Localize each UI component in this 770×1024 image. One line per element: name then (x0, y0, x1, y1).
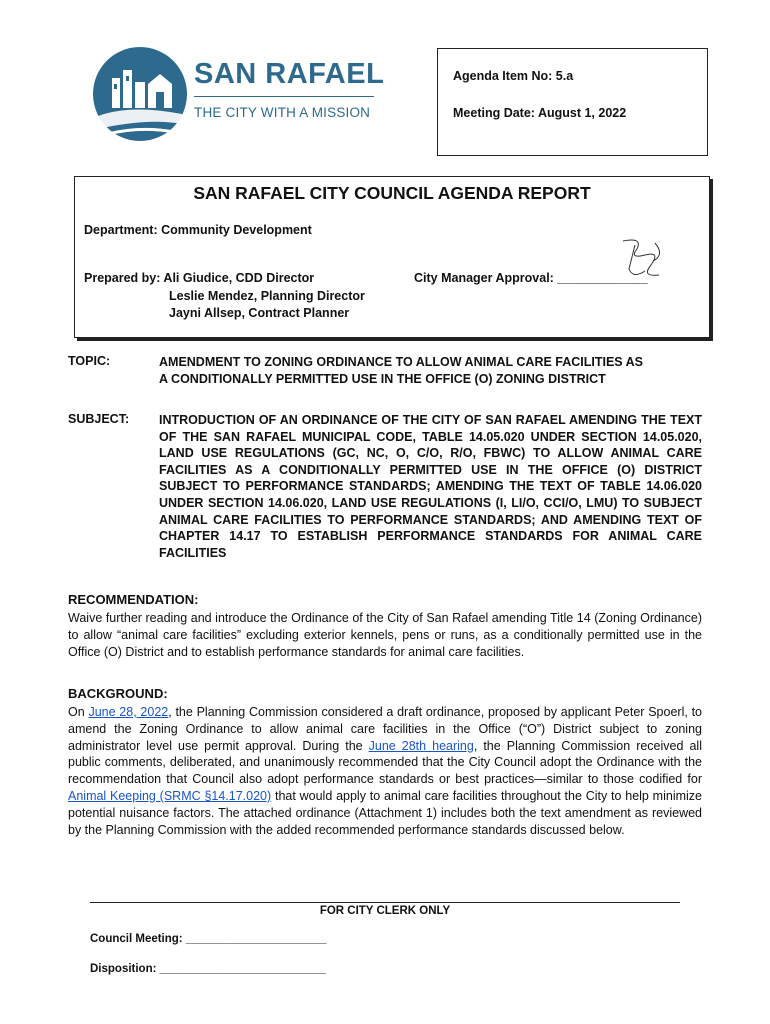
logo-tagline: THE CITY WITH A MISSION (194, 105, 371, 120)
clerk-title: FOR CITY CLERK ONLY (319, 905, 451, 917)
background-text-part-2: , the Planning Commission considered a draft ordinance, proposed by applicant Peter Spoerl, to amend the Zoning Ordinance to allow animal care facilities in the Office (“O”) District subject to zoning administrator level use permit approval. During the (68, 705, 702, 753)
topic-label: TOPIC: (68, 354, 111, 368)
subject-label: SUBJECT: (68, 412, 130, 426)
clerk-divider (90, 902, 680, 903)
background-heading: BACKGROUND: (68, 686, 168, 701)
preparer-contract-planner: Jayni Allsep, Contract Planner (169, 306, 350, 320)
report-header-box (74, 176, 710, 338)
logo-divider (194, 96, 374, 97)
prepared-by: Prepared by: Ali Giudice, CDD Director (84, 271, 315, 285)
animal-keeping-link[interactable]: Animal Keeping (SRMC §14.17.020) (68, 788, 272, 803)
subject-text: INTRODUCTION OF AN ORDINANCE OF THE CITY OF SAN RAFAEL AMENDING THE TEXT OF THE SAN RAFAEL MUNICIPAL CODE, TABLE 14.05.020 UNDER SECTION 14.05.020, LAND USE REGULATIONS (GC, NC, O, C/O, R/O, FBWC) TO ALLOW ANIMAL CARE FACILITIES AS A CONDITIONALLY PERMITTED USE IN THE OFFICE (O) DISTRICT SUBJECT TO PERFORMANCE STANDARDS; AMENDING THE TEXT OF TABLE 14.06.020 UNDER SECTION 14.06.020, LAND USE REGULATIONS (I, LI/O, CCI/O, LMU) TO SUBJECT ANIMAL CARE FACILITIES TO PERFORMANCE STANDARDS; AND AMENDING TEXT OF CHAPTER 14.17 TO ESTABLISH PERFORMANCE STANDARDS FOR ANIMAL CARE FACILITIES (159, 413, 702, 560)
recommendation-text: Waive further reading and introduce the Ordinance of the City of San Rafael amending Title 14 (Zoning Ordinance) to allow “animal care facilities” excluding exterior kennels, pens or runs, as a conditionally permitted use in the Office (O) District and to establish performance standards for animal care facilities. (68, 611, 702, 659)
recommendation-heading: RECOMMENDATION: (68, 592, 199, 607)
background-text-part-4: that would apply to animal care facilities throughout the City to help minimize potential nuisance factors. The attached ordinance (Attachment 1) includes both the text amendment as reviewed by the Planning Commission with the added recommended performance standards discussed below. (68, 788, 702, 837)
meeting-date: Meeting Date: August 1, 2022 (453, 106, 627, 120)
june-28-link[interactable]: June 28, 2022 (88, 705, 169, 719)
agenda-info-box (437, 48, 708, 156)
background-text-part-3: , the Planning Commission received all public comments, deliberated, and unanimously recommended that the City Council adopt the Ordinance with the recommendation that Council also adopt performance standards or best practices—similar to those codified for (68, 738, 702, 787)
topic-text (159, 354, 702, 387)
city-seal-icon (90, 44, 190, 144)
city-logo (90, 44, 390, 144)
agenda-item-number: Agenda Item No: 5.a (453, 69, 574, 83)
logo-city-name: SAN RAFAEL (194, 58, 385, 90)
city-manager-approval: City Manager Approval: _____________ (414, 271, 648, 285)
signature-icon (615, 235, 675, 285)
disposition-line: Disposition: __________________________ (90, 963, 326, 975)
report-title: SAN RAFAEL CITY COUNCIL AGENDA REPORT (193, 183, 591, 203)
background-text-part-1: On (68, 705, 89, 719)
june-28th-hearing-link[interactable]: June 28th hearing (368, 738, 474, 753)
preparer-planning-director: Leslie Mendez, Planning Director (169, 289, 365, 303)
background-text (68, 704, 702, 838)
department: Department: Community Development (84, 223, 312, 237)
council-meeting-line: Council Meeting: ______________________ (90, 933, 327, 945)
topic-line-2: A CONDITIONALLY PERMITTED USE IN THE OFFICE (O) ZONING DISTRICT (159, 371, 606, 386)
topic-line-1: AMENDMENT TO ZONING ORDINANCE TO ALLOW ANIMAL CARE FACILITIES AS (159, 355, 644, 369)
